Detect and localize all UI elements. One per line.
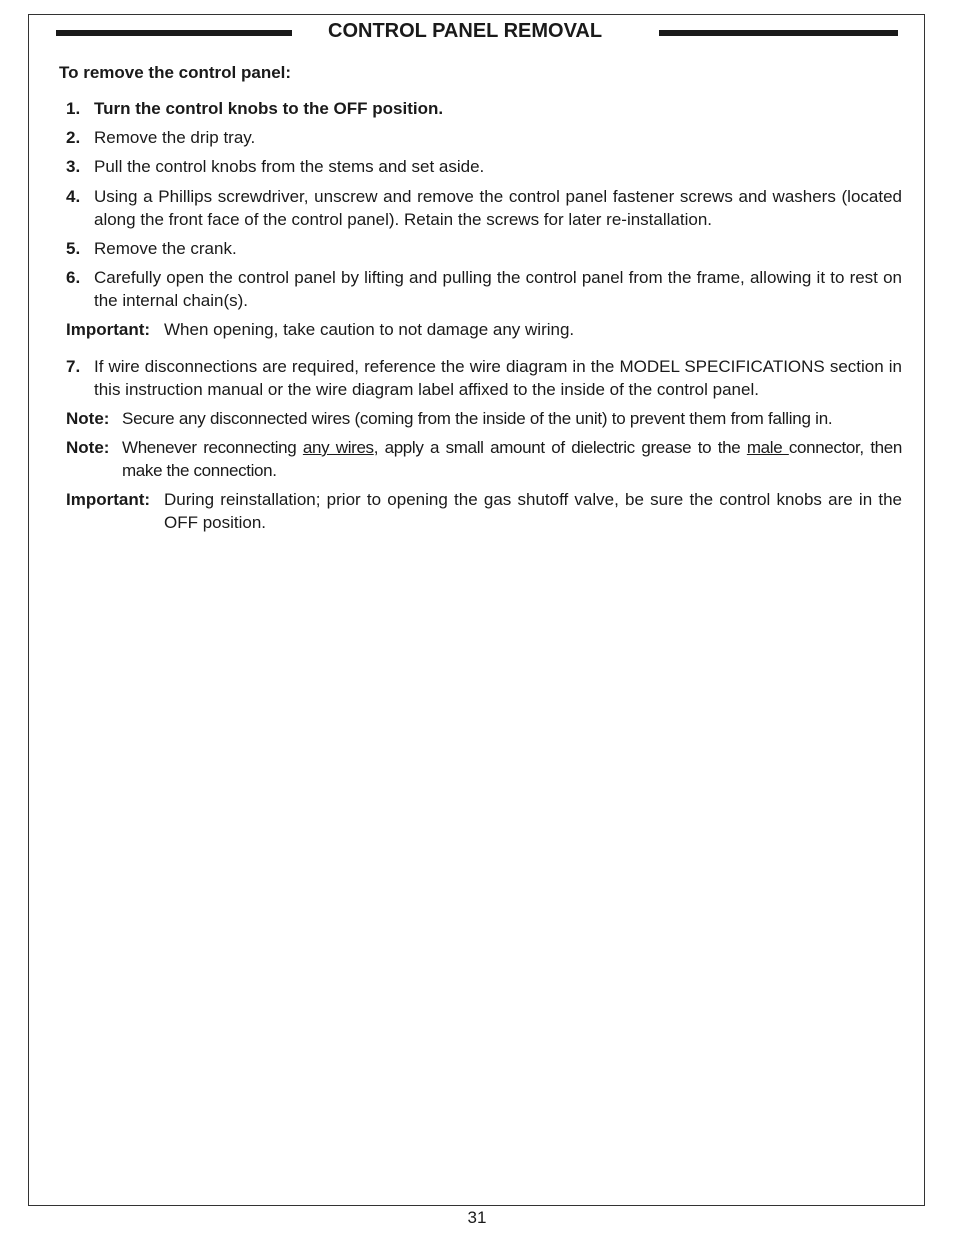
step-number: 7. bbox=[66, 357, 81, 376]
step-number: 4. bbox=[66, 187, 81, 206]
step-text: Pull the control knobs from the stems and set aside. bbox=[94, 157, 485, 176]
page-number: 31 bbox=[467, 1208, 487, 1227]
step-number: 5. bbox=[66, 239, 81, 258]
section-title: CONTROL PANEL REMOVAL bbox=[328, 20, 603, 42]
note-text-part: connector, then make the connection. bbox=[122, 438, 902, 480]
step-number: 1. bbox=[66, 99, 81, 118]
step-text: If wire disconnections are required, reference the wire diagram in the MODEL SPECIFICATIONS section in this instruction manual or the wire diagram label affixed to the inside of the control panel. bbox=[94, 357, 902, 399]
intro-heading: To remove the control panel: bbox=[59, 63, 292, 82]
step-number: 3. bbox=[66, 157, 81, 176]
important-label: Important: bbox=[66, 490, 151, 509]
note-text bbox=[122, 437, 902, 482]
step-number: 2. bbox=[66, 128, 81, 147]
important-label: Important: bbox=[66, 320, 151, 339]
note-label: Note: bbox=[66, 409, 110, 428]
underlined-phrase: male bbox=[746, 438, 789, 457]
note-text-part: Whenever reconnecting bbox=[122, 438, 303, 457]
header-rule-left bbox=[56, 30, 292, 36]
header-rule-right bbox=[659, 30, 898, 36]
note-text-part: , apply a small amount of dielectric grease to the bbox=[373, 438, 747, 457]
step-text: Remove the drip tray. bbox=[94, 128, 256, 147]
step-text: Carefully open the control panel by lifting and pulling the control panel from the frame, allowing it to rest on the internal chain(s). bbox=[94, 268, 902, 310]
step-text: Turn the control knobs to the OFF position. bbox=[94, 99, 444, 118]
important-text: During reinstallation; prior to opening the gas shutoff valve, be sure the control knobs are in the OFF position. bbox=[164, 490, 902, 532]
section-header bbox=[56, 20, 898, 46]
important-text: When opening, take caution to not damage any wiring. bbox=[164, 320, 575, 339]
step-text: Remove the crank. bbox=[94, 239, 237, 258]
step-text: Using a Phillips screwdriver, unscrew and remove the control panel fastener screws and washers (located along the front face of the control panel). Retain the screws for later re-installation. bbox=[94, 187, 902, 229]
note-label: Note: bbox=[66, 438, 110, 457]
note-text: Secure any disconnected wires (coming from the inside of the unit) to prevent them from falling in. bbox=[122, 409, 833, 428]
underlined-phrase: any wires bbox=[302, 438, 374, 457]
step-number: 6. bbox=[66, 268, 81, 287]
